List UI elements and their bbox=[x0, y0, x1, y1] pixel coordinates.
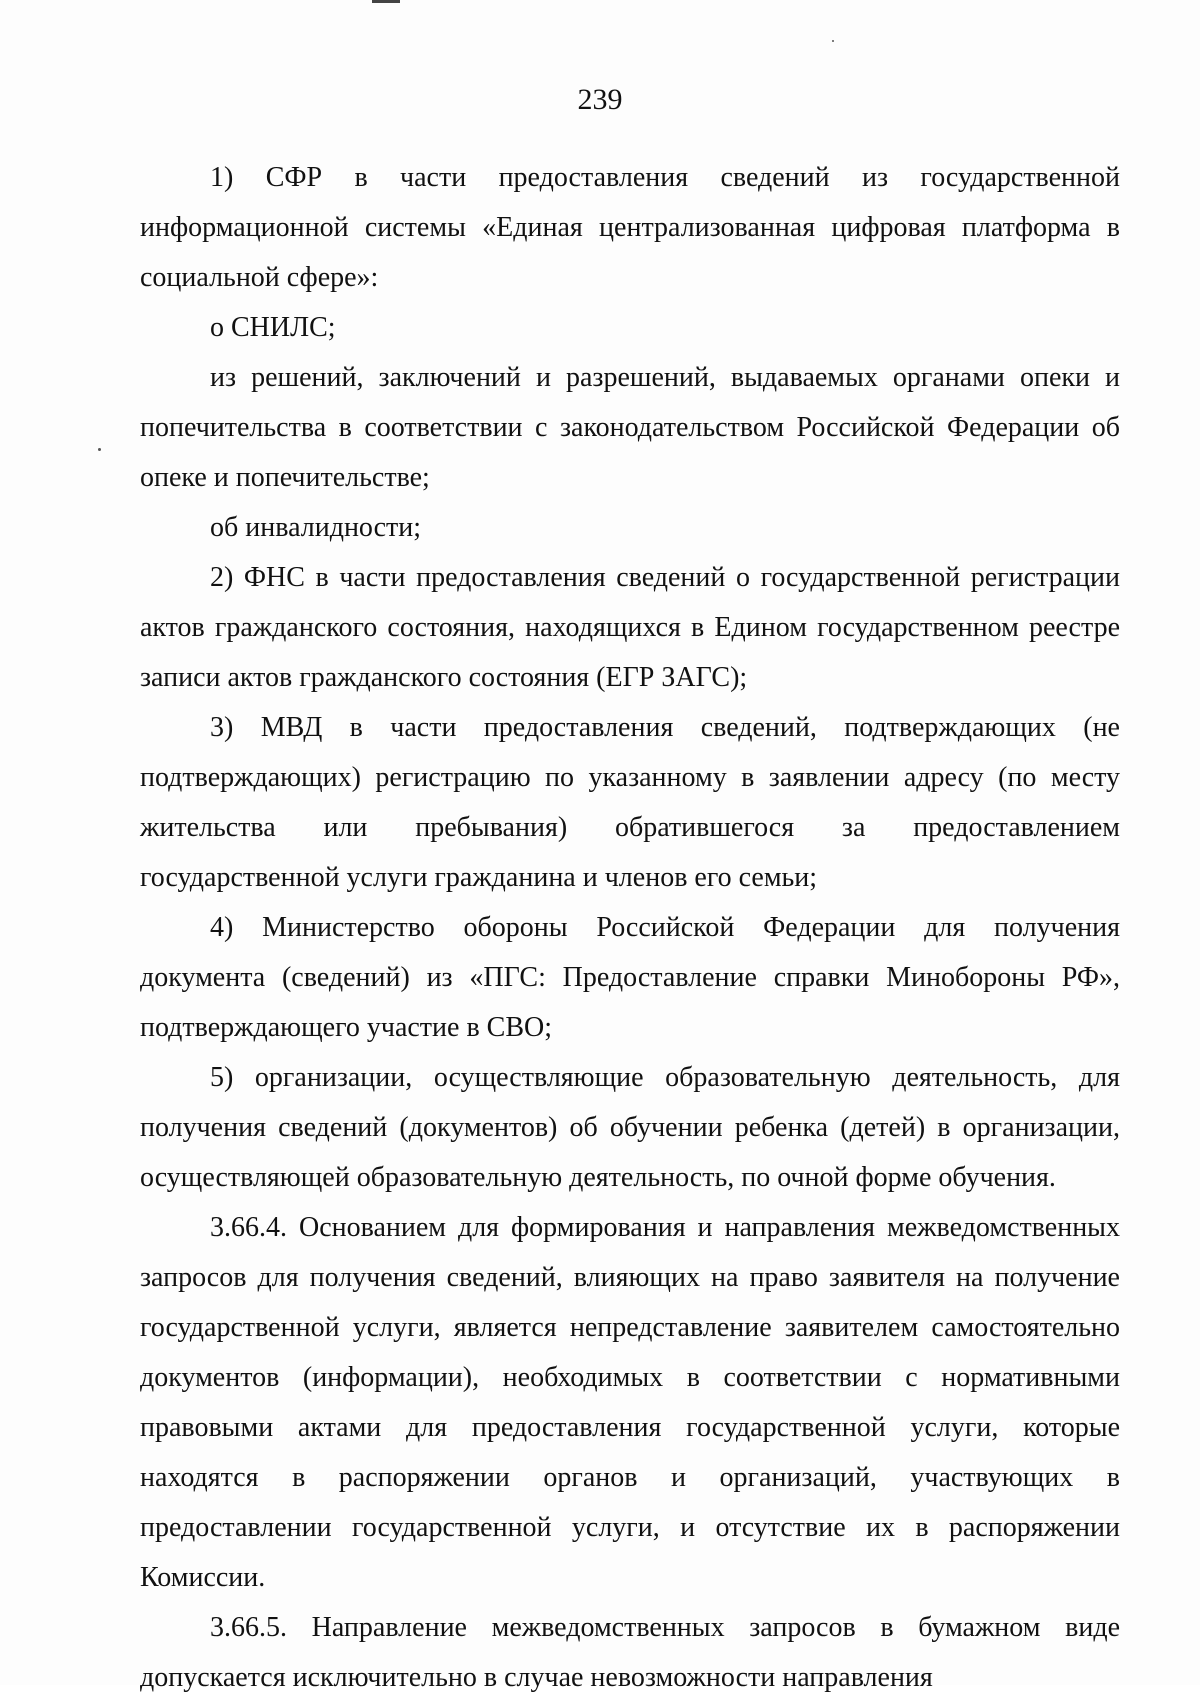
paragraph: 3.66.5. Направление межведомственных запросов в бумажном виде допускается исключительно в случае невозможности направления bbox=[140, 1612, 1120, 1693]
paragraph: 3.66.4. Основанием для формирования и направления межведомственных запросов для получения сведений, влияющих на право заявителя на получение государственной услуги, является непредставление заявителем самостоятельно документов (информации), необходимых в соответствии с нормативными правовыми актами для предоставления государственной услуги, которые находятся в распоряжении органов и организаций, участвующих в предоставлении государственной услуги, и отсутствие их в распоряжении Комиссии. bbox=[140, 1212, 1120, 1593]
paragraph: 5) организации, осуществляющие образовательную деятельность, для получения сведений (документов) об обучении ребенка (детей) в организации, осуществляющей образовательную деятельность, по очной форме обучения. bbox=[140, 1062, 1120, 1193]
scan-artifact bbox=[98, 448, 101, 451]
paragraph: 2) ФНС в части предоставления сведений о государственной регистрации актов гражданского состояния, находящихся в Едином государственном реестре записи актов гражданского состояния (ЕГР ЗАГС); bbox=[140, 562, 1120, 693]
document-body bbox=[140, 153, 1120, 1703]
paragraph: об инвалидности; bbox=[210, 512, 422, 543]
paragraph: 1) СФР в части предоставления сведений из государственной информационной системы «Единая централизованная цифровая платформа в социальной сфере»: bbox=[140, 162, 1120, 293]
scan-artifact bbox=[832, 40, 834, 42]
paragraph: 4) Министерство обороны Российской Федерации для получения документа (сведений) из «ПГС: Предоставление справки Минобороны РФ», подтверждающего участие в СВО; bbox=[140, 912, 1120, 1043]
paragraph: из решений, заключений и разрешений, выдаваемых органами опеки и попечительства в соответствии с законодательством Российской Федерации об опеке и попечительстве; bbox=[140, 362, 1120, 493]
paragraph: о СНИЛС; bbox=[210, 312, 336, 343]
scan-artifact bbox=[372, 0, 400, 3]
paragraph: 3) МВД в части предоставления сведений, подтверждающих (не подтверждающих) регистрацию по указанному в заявлении адресу (по месту жительства или пребывания) обратившегося за предоставлением государственной услуги гражданина и членов его семьи; bbox=[140, 712, 1120, 893]
page-number: 239 bbox=[577, 83, 623, 116]
